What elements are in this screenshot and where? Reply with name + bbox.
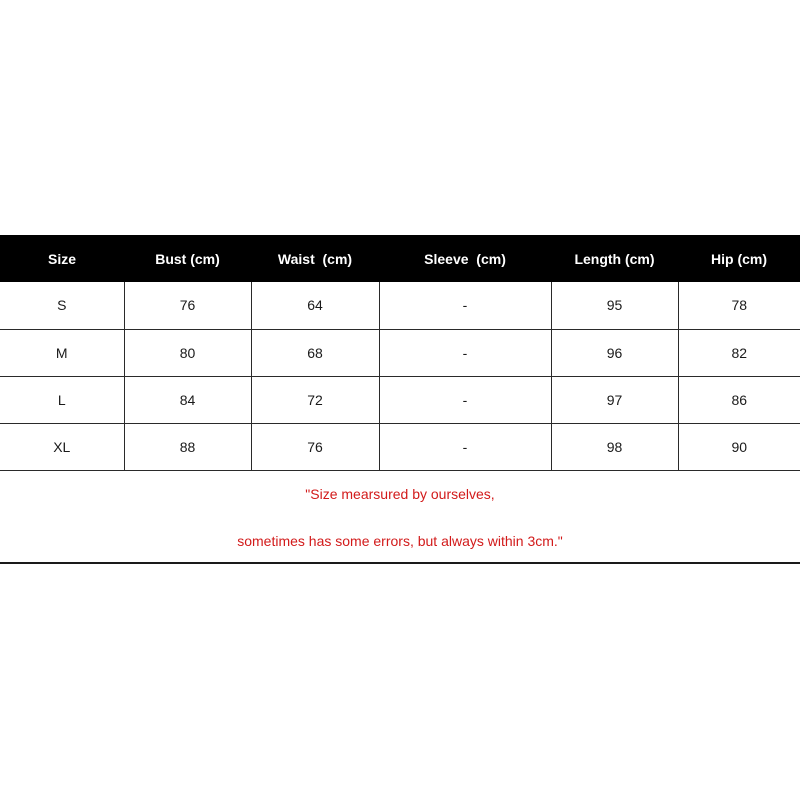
cell-hip: 90 bbox=[678, 423, 800, 470]
header-length: Length (cm) bbox=[574, 250, 655, 267]
cell-sleeve: - bbox=[379, 376, 551, 423]
cell-sleeve: - bbox=[379, 282, 551, 329]
cell-hip: 86 bbox=[678, 376, 800, 423]
table-row bbox=[0, 329, 800, 376]
cell-waist: 68 bbox=[251, 329, 379, 376]
cell-length: 96 bbox=[551, 329, 678, 376]
cell-bust: 76 bbox=[124, 282, 251, 329]
measurement-note-line-2: sometimes has some errors, but always within 3cm." bbox=[237, 533, 563, 549]
size-table bbox=[0, 235, 800, 471]
cell-bust: 80 bbox=[124, 329, 251, 376]
cell-bust: 88 bbox=[124, 423, 251, 470]
cell-sleeve: - bbox=[379, 423, 551, 470]
cell-size: XL bbox=[0, 423, 124, 470]
cell-size: L bbox=[0, 376, 124, 423]
cell-waist: 64 bbox=[251, 282, 379, 329]
cell-waist: 72 bbox=[251, 376, 379, 423]
header-sleeve: Sleeve (cm) bbox=[424, 250, 506, 267]
table-row bbox=[0, 282, 800, 329]
cell-length: 97 bbox=[551, 376, 678, 423]
table-row bbox=[0, 376, 800, 423]
cell-length: 95 bbox=[551, 282, 678, 329]
cell-size: S bbox=[0, 282, 124, 329]
header-hip: Hip (cm) bbox=[711, 250, 767, 267]
cell-hip: 82 bbox=[678, 329, 800, 376]
cell-bust: 84 bbox=[124, 376, 251, 423]
cell-waist: 76 bbox=[251, 423, 379, 470]
size-chart bbox=[0, 235, 800, 564]
cell-hip: 78 bbox=[678, 282, 800, 329]
measurement-note-line-1: "Size mearsured by ourselves, bbox=[305, 486, 495, 502]
table-row bbox=[0, 423, 800, 470]
cell-sleeve: - bbox=[379, 329, 551, 376]
cell-length: 98 bbox=[551, 423, 678, 470]
cell-size: M bbox=[0, 329, 124, 376]
header-bust: Bust (cm) bbox=[155, 250, 220, 267]
header-waist: Waist (cm) bbox=[277, 250, 353, 267]
header-size: Size bbox=[47, 250, 76, 267]
table-header-row bbox=[0, 235, 800, 282]
